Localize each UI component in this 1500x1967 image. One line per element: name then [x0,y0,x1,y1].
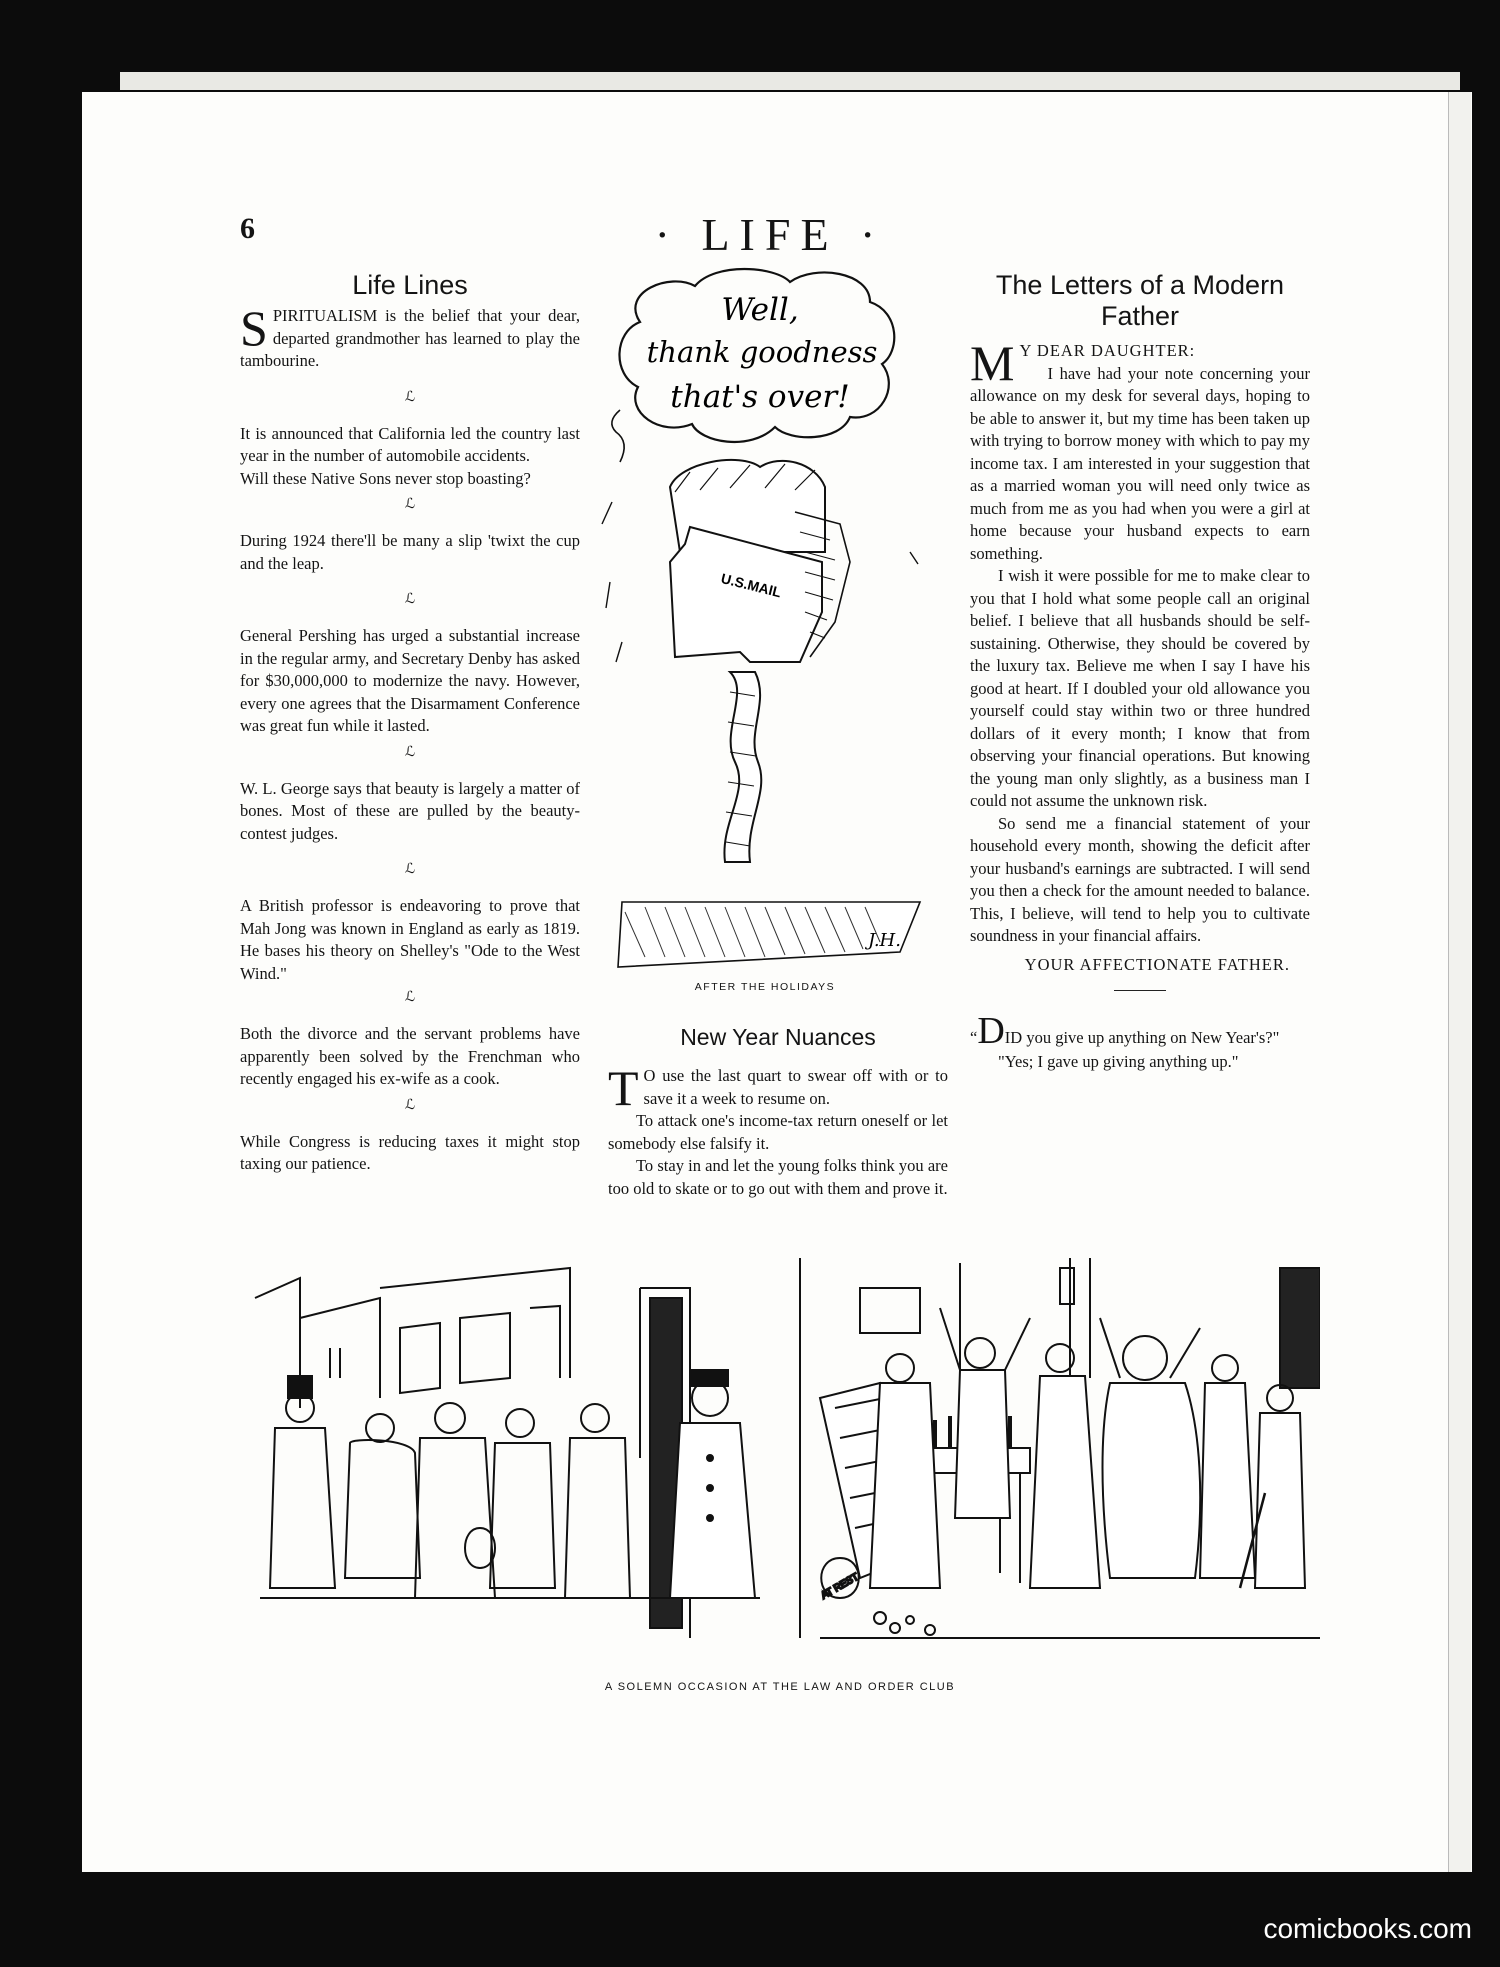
life-line-item: During 1924 there'll be many a slip 'twixt the cup and the leap. [240,531,580,573]
dropcap: D [977,1010,1005,1052]
quip-question: “DID you give up anything on New Year's?" [970,1010,1280,1052]
masthead: · LIFE · [654,209,886,260]
page-spine [1448,92,1471,1872]
life-line-item: Both the divorce and the servant problems have apparently been solved by the Frenchman who recently engaged his ex-wife as a cook. [240,1024,580,1088]
life-line-item: General Pershing has urged a substantial increase in the regular army, and Secretary Denby has asked for $30,000,000 to modernize the navy. However, every one agrees that the Disarmament Conference was great fun while it lasted. [240,626,580,735]
life-line-item: A British professor is endeavoring to prove that Mah Jong was known in England as early as 1819. He bases his theory on Shelley's "Ode to the West Wind." [240,896,580,983]
dinkus-icon: ℒ [404,496,416,512]
section-divider [1114,990,1166,991]
wreath-label: AT REST [819,1571,861,1602]
dinkus-icon: ℒ [404,989,416,1005]
law-and-order-cartoon [240,1258,1320,1693]
dinkus-icon: ℒ [404,861,416,877]
new-year-nuances [608,1022,948,1200]
quip-answer: "Yes; I gave up giving anything up." [998,1052,1239,1071]
cartoon-caption: AFTER THE HOLIDAYS [694,981,836,993]
nuances-item: To stay in and let the young folks think you are too old to skate or to go out with them and prove it. [608,1156,948,1198]
paper-edge [120,72,1460,90]
dinkus-icon: ℒ [404,1096,416,1113]
speech-line: Well, [721,292,799,328]
letter-paragraph: So send me a financial statement of your household every month, showing the deficit after your husband's earnings are subtracted. I will send you then a check for the amount needed to balance. This, I believe, will tend to help you to cultivate soundness in your financial affairs. [970,813,1310,945]
watermark: comicbooks.com [1263,1913,1472,1944]
artist-signature: J.H. [868,930,901,951]
dinkus-icon: ℒ [404,743,416,760]
dropcap: T [608,1060,639,1116]
nuances-item: T O use the last quart to swear off with or to save it a week to resume on. [608,1060,948,1116]
letter-paragraph: I wish it were possible for me to make clear to you that I hold what some people call an original belief. I believe that all husbands should be self-sustaining. Otherwise, they should be covered by the luxury tax. Believe me when I say I have his good at heart. If I doubled your old allowance you yourself could stay within two or three hundred dollars of it every month; I know that from observing your financial operations. But knowing the young man only slightly, as a business man I could not assume the unknown risk. [970,566,1310,810]
life-line-item: W. L. George says that beauty is largely a matter of bones. Most of these are pulled by the beauty-contest judges. [240,778,580,843]
bottom-cartoon-caption: A SOLEMN OCCASION AT THE LAW AND ORDER CLUB [604,1681,956,1693]
mailbox-illustration [600,262,930,982]
dinkus-icon: ℒ [404,388,416,405]
dinkus-icon: ℒ [404,591,416,607]
life-line-item: While Congress is reducing taxes it might stop taxing our patience. [240,1131,580,1173]
letters-column [970,270,1310,1074]
dropcap: S [240,300,268,356]
life-line-item: Will these Native Sons never stop boasting? [240,468,531,488]
letter-signoff: YOUR AFFECTIONATE FATHER. [1024,954,1290,974]
funeral-scene [255,1268,760,1638]
life-line-item: It is announced that California led the country last year in the number of automobile accidents. [240,423,580,465]
life-lines-column [240,270,580,1176]
cartoon-scene [240,1258,1320,1678]
mailbox-icon [670,460,850,862]
life-lines-heading: Life Lines [352,270,468,300]
life-line-item: SPIRITUALISM is the belief that your dear, departed grandmother has learned to play the tambourine. [240,300,580,370]
party-scene [800,1258,1320,1638]
speech-line: that's over! [670,379,850,415]
nuances-heading: New Year Nuances [680,1024,876,1050]
letter-paragraph: I have had your note concerning your allowance on my desk for several days, hoping to be able to answer it, but my time has been taken up with trying to borrow money with which to pay my income tax. I am interested in your suggestion that as a married woman you will need only twice as much from me as you had when you were a girl at home because your husband expects to earn something. [970,363,1310,563]
speech-line: thank goodness [646,335,878,369]
ground-hatching [618,902,920,967]
dropcap: M [970,335,1015,391]
after-holidays-cartoon [600,262,930,1002]
nuances-item: To attack one's income-tax return oneself or let somebody else falsify it. [608,1111,948,1153]
letter-salutation: M Y DEAR DAUGHTER: [970,335,1196,391]
letters-heading: The Letters of a Modern Father [995,270,1285,331]
mailbox-label: U.S.MAIL [719,569,783,601]
page-number: 6 [240,212,255,245]
